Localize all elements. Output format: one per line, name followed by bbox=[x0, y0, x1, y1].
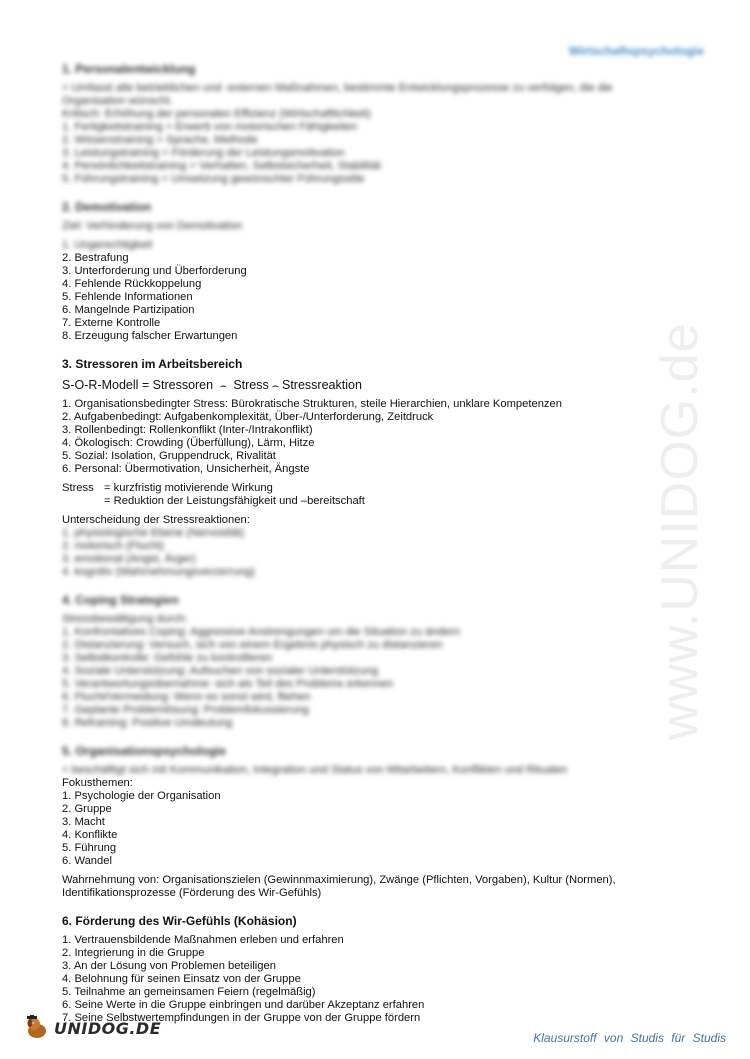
text-line: Stressbewältigung durch: bbox=[62, 613, 188, 625]
list-item: 8. Erzeugung falscher Erwartungen bbox=[62, 330, 238, 342]
section-title: 3. Stressoren im Arbeitsbereich bbox=[62, 357, 243, 371]
sor-part-reaktion: Stressreaktion bbox=[282, 378, 362, 392]
list-item: 5. Fehlende Informationen bbox=[62, 291, 193, 303]
list-item: 1. Konfrontatives Coping: Aggressive Anstrengungen um die Situation zu ändern bbox=[62, 626, 461, 638]
list-item: 1. Vertrauensbildende Maßnahmen erleben und erfahren bbox=[62, 934, 344, 946]
list-item: 1. physiologische Ebene (Nervosität) bbox=[62, 527, 245, 539]
list-item: 3. Rollenbedingt: Rollenkonflikt (Inter-/Intrakonflikt) bbox=[62, 424, 313, 436]
text-line: Ziel: Verhinderung von Demotivation bbox=[62, 220, 243, 232]
list-item: 3. Macht bbox=[62, 816, 105, 828]
text-line: Identifikationsprozesse (Förderung des Wir-Gefühls) bbox=[62, 887, 322, 899]
list-item: 2. motorisch (Flucht) bbox=[62, 540, 164, 552]
list-item: 1. Ungerechtigkeit bbox=[62, 239, 153, 251]
header-title: Wirtschaftspsychologie bbox=[568, 44, 704, 58]
subheading: Unterscheidung der Stressreaktionen: bbox=[62, 514, 250, 526]
list-item: 5. Teilnahme an gemeinsamen Feiern (regelmäßig) bbox=[62, 986, 316, 998]
list-item: 2. Bestrafung bbox=[62, 252, 129, 264]
section-wir-gefuehl bbox=[62, 914, 662, 1025]
section-organisationspsychologie bbox=[62, 744, 662, 900]
logo-text: UNIDOG.DE bbox=[54, 1018, 162, 1038]
sor-part-stressoren: S-O-R-Modell = Stressoren bbox=[62, 378, 214, 392]
list-item: 8. Reframing: Positive Umdeutung bbox=[62, 717, 233, 729]
section-title: 2. Demotivation bbox=[62, 200, 152, 214]
list-item: 5. Führungstraining = Umsetzung gewünschter Führungsstile bbox=[62, 173, 365, 185]
list-item: 4. Soziale Unterstützung: Aufsuchen von sozialer Unterstützung bbox=[62, 665, 378, 677]
list-item: 6. Mangelnde Partizipation bbox=[62, 304, 195, 316]
section-title: 4. Coping Strategien bbox=[62, 593, 179, 607]
footer-logo[interactable] bbox=[24, 1015, 161, 1041]
curved-arrow-icon: ⌢ bbox=[219, 380, 227, 392]
list-item: 4. Belohnung für seinen Einsatz von der Gruppe bbox=[62, 973, 301, 985]
list-item: 4. kognitiv (Wahrnehmungsverzerrung) bbox=[62, 566, 255, 578]
stress-definition-line: = Reduktion der Leistungsfähigkeit und –bereitschaft bbox=[104, 495, 365, 507]
text-line: Wahrnehmung von: Organisationszielen (Gewinnmaximierung), Zwänge (Pflichten, Vorgaben), Kultur (Normen), bbox=[62, 874, 616, 886]
section-stressoren bbox=[62, 357, 662, 579]
stress-definition-line: = kurzfristig motivierende Wirkung bbox=[104, 482, 273, 494]
list-item: 4. Konflikte bbox=[62, 829, 118, 841]
list-item: 6. Seine Werte in die Gruppe einbringen und darüber Akzeptanz erfahren bbox=[62, 999, 425, 1011]
watermark: www.UNIDOG.de bbox=[651, 322, 709, 740]
list-item: 6. Flucht/Vermeidung: Wenn es sonst wird, fliehen bbox=[62, 691, 311, 703]
document-content bbox=[62, 62, 662, 1039]
text-line: = Umfasst alle betrieblichen und -externen Maßnahmen, bestimmte Entwicklungsprozesse zu verfolgen, die die bbox=[62, 82, 613, 94]
list-item: 5. Führung bbox=[62, 842, 117, 854]
list-item: 3. emotional (Angst, Ärger) bbox=[62, 553, 196, 565]
list-item: 4. Persönlichkeitstraining = Verhalten, Selbstsicherheit, Stabilität bbox=[62, 160, 381, 172]
section-demotivation bbox=[62, 200, 662, 343]
list-item: 1. Fertigkeitstraining = Erwerb von motorischen Fähigkeiten bbox=[62, 121, 358, 133]
footer-tagline: Klausurstoff von Studis für Studis bbox=[533, 1031, 726, 1045]
list-item: 7. Seine Selbstwertempfindungen in der Gruppe von der Gruppe fördern bbox=[62, 1012, 421, 1024]
list-item: 1. Psychologie der Organisation bbox=[62, 790, 221, 802]
list-item: 3. Unterforderung und Überforderung bbox=[62, 265, 247, 277]
dog-logo-icon bbox=[24, 1015, 50, 1041]
list-item: 6. Personal: Übermotivation, Unsicherheit, Ängste bbox=[62, 463, 310, 475]
section-title: 6. Förderung des Wir-Gefühls (Kohäsion) bbox=[62, 914, 297, 928]
list-item: 3. Leistungstraining = Förderung der Leistungsmotivation bbox=[62, 147, 345, 159]
list-item: 6. Wandel bbox=[62, 855, 112, 867]
section-title: 1. Personalentwicklung bbox=[62, 62, 196, 76]
list-item: 1. Organisationsbedingter Stress: Bürokratische Strukturen, steile Hierarchien, unklare Kompetenzen bbox=[62, 398, 562, 410]
curved-arrow-icon: ⌢ bbox=[271, 380, 279, 392]
list-item: 3. An der Lösung von Problemen beteiligen bbox=[62, 960, 276, 972]
section-personalentwicklung bbox=[62, 62, 662, 186]
list-item: 2. Wissenstraining = Sprache, Methode bbox=[62, 134, 258, 146]
list-item: 3. Selbstkontrolle: Gefühle zu kontrollieren bbox=[62, 652, 273, 664]
sor-model-line bbox=[62, 377, 662, 394]
list-item: 2. Aufgabenbedingt: Aufgabenkomplexität, Über-/Unterforderung, Zeitdruck bbox=[62, 411, 434, 423]
list-item: 5. Sozial: Isolation, Gruppendruck, Rivalität bbox=[62, 450, 276, 462]
section-title: 5. Organisationspsychologie bbox=[62, 744, 227, 758]
list-item: 2. Integrierung in die Gruppe bbox=[62, 947, 205, 959]
stress-label: Stress bbox=[62, 482, 94, 494]
list-item: 5. Verantwortungsübernahme: sich als Teil des Problems erkennen bbox=[62, 678, 394, 690]
sor-part-stress: Stress bbox=[233, 378, 269, 392]
section-coping bbox=[62, 593, 662, 730]
list-item: 7. Externe Kontrolle bbox=[62, 317, 161, 329]
text-line: Kritisch: Erhöhung der personalen Effizienz (Wirtschaftlichkeit) bbox=[62, 108, 371, 120]
list-item: 4. Ökologisch: Crowding (Überfüllung), Lärm, Hitze bbox=[62, 437, 315, 449]
list-item: 2. Distanzierung: Versuch, sich von einem Ergebnis physisch zu distanzieren bbox=[62, 639, 443, 651]
subheading: Fokusthemen: bbox=[62, 777, 133, 789]
list-item: 4. Fehlende Rückkoppelung bbox=[62, 278, 202, 290]
text-line: Organisation wünscht. bbox=[62, 95, 173, 107]
text-line: = beschäftigt sich mit Kommunikation, Integration und Status von Mitarbeitern, Konflikten und Ritualen bbox=[62, 764, 568, 776]
list-item: 7. Geplante Problemlösung: Problemfokussierung bbox=[62, 704, 309, 716]
stress-definition bbox=[62, 482, 662, 508]
list-item: 2. Gruppe bbox=[62, 803, 112, 815]
